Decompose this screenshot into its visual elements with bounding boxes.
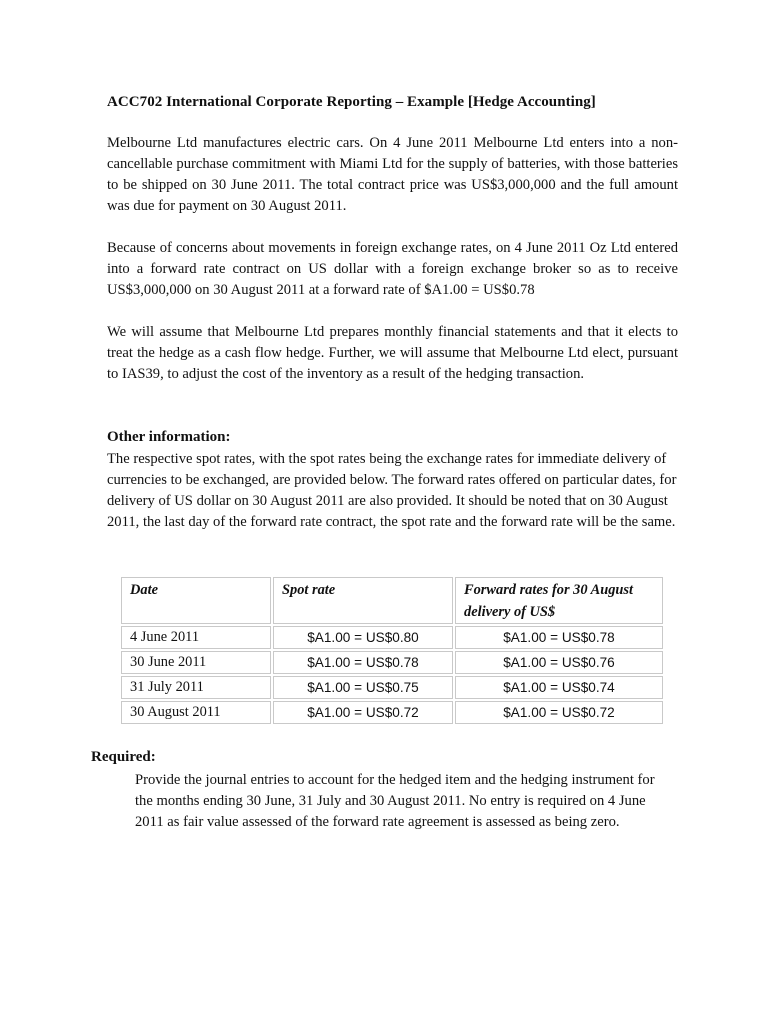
table-cell-spot-rate: $A1.00 = US$0.72: [273, 701, 453, 724]
table-header-spot-rate: Spot rate: [273, 577, 453, 624]
table-cell-forward-rate: $A1.00 = US$0.78: [455, 626, 663, 649]
table-header-date: Date: [121, 577, 271, 624]
table-cell-forward-rate: $A1.00 = US$0.74: [455, 676, 663, 699]
table-cell-spot-rate: $A1.00 = US$0.80: [273, 626, 453, 649]
table-cell-date: 4 June 2011: [121, 626, 271, 649]
table-row: [121, 626, 663, 649]
exchange-rates-table: [119, 575, 665, 726]
table-row: [121, 701, 663, 724]
table-row: [121, 676, 663, 699]
document-title: ACC702 International Corporate Reporting – Example [Hedge Accounting]: [107, 94, 596, 110]
table-header-row: [121, 577, 663, 624]
required-task-paragraph: Provide the journal entries to account for the hedged item and the hedging instrument for the months ending 30 June, 31 July and 30 August 2011. No entry is required on 4 June 2011 as fair value assessed of the forward rate agreement is assessed as being zero.: [135, 772, 655, 830]
other-information-heading: Other information:: [107, 429, 231, 445]
table-cell-forward-rate: $A1.00 = US$0.76: [455, 651, 663, 674]
table-row: [121, 651, 663, 674]
table-cell-spot-rate: $A1.00 = US$0.75: [273, 676, 453, 699]
forward-contract-paragraph: Because of concerns about movements in foreign exchange rates, on 4 June 2011 Oz Ltd entered into a forward rate contract on US dollar with a foreign exchange broker so as to receive US$3,000,000 on 30 August 2011 at a forward rate of $A1.00 = US$0.78: [107, 240, 678, 298]
assumptions-paragraph: We will assume that Melbourne Ltd prepares monthly financial statements and that it elects to treat the hedge as a cash flow hedge. Further, we will assume that Melbourne Ltd elect, pursuant to IAS39, to adjust the cost of the inventory as a result of the hedging transaction.: [107, 324, 678, 382]
rates-explanation-paragraph: The respective spot rates, with the spot rates being the exchange rates for immediate delivery of currencies to be exchanged, are provided below. The forward rates offered on particular dates, for delivery of US dollar on 30 August 2011 are also provided. It should be noted that on 30 August 2011, the last day of the forward rate contract, the spot rate and the forward rate will be the same.: [107, 451, 677, 530]
intro-paragraph: Melbourne Ltd manufactures electric cars. On 4 June 2011 Melbourne Ltd enters into a non-cancellable purchase commitment with Miami Ltd for the supply of batteries, with those batteries to be shipped on 30 June 2011. The total contract price was US$3,000,000 and the full amount was due for payment on 30 August 2011.: [107, 135, 678, 214]
table-cell-date: 30 August 2011: [121, 701, 271, 724]
table-cell-date: 31 July 2011: [121, 676, 271, 699]
table-cell-spot-rate: $A1.00 = US$0.78: [273, 651, 453, 674]
table-cell-forward-rate: $A1.00 = US$0.72: [455, 701, 663, 724]
table-header-forward-rate: Forward rates for 30 August delivery of US$: [455, 577, 663, 624]
table-cell-date: 30 June 2011: [121, 651, 271, 674]
required-heading: Required:: [91, 749, 156, 765]
